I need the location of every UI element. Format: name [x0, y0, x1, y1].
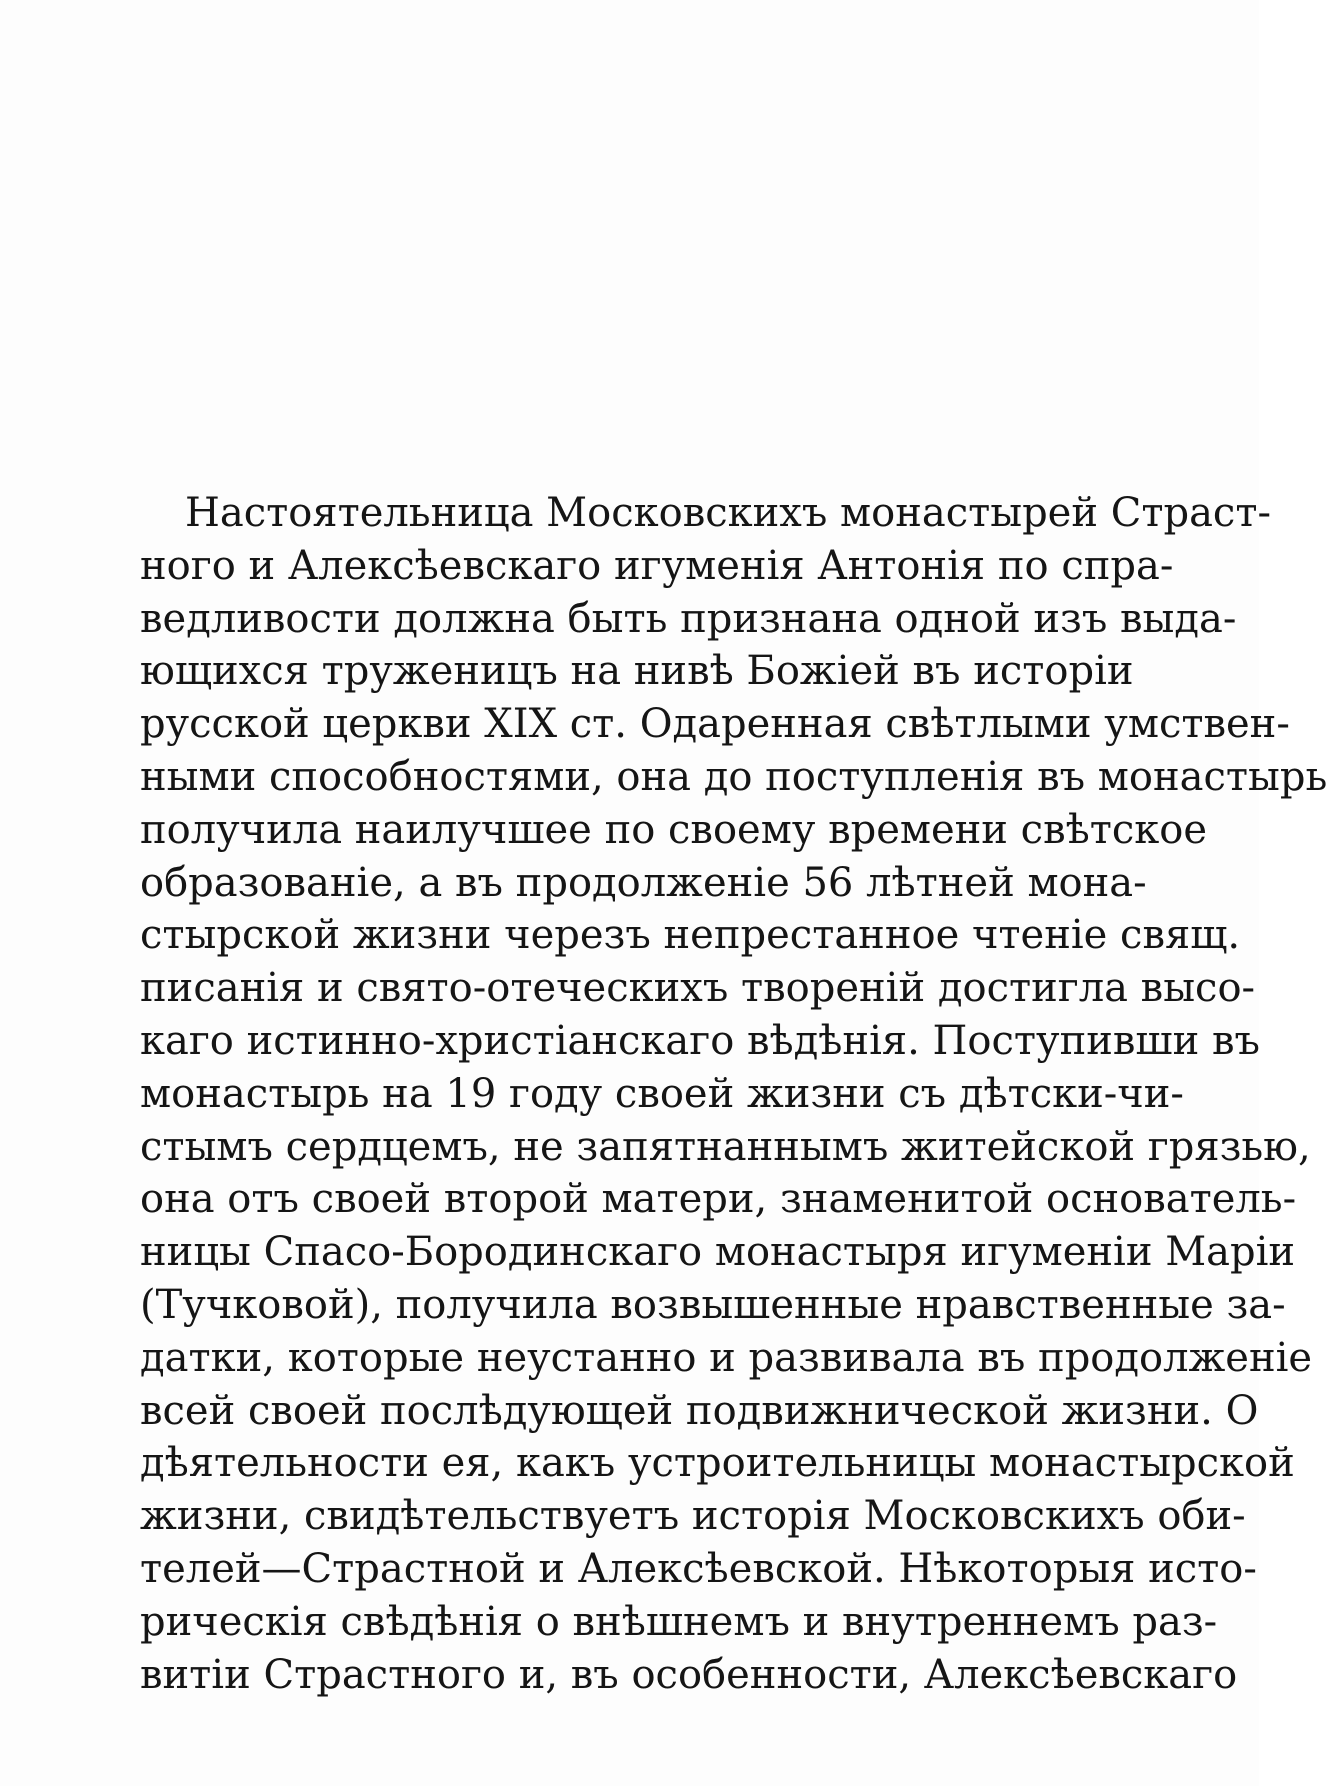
text-line: образованіе, а въ продолженіе 56 лѣтней мона-	[140, 859, 1147, 906]
text-line: она отъ своей второй матери, знаменитой основатель-	[140, 1176, 1297, 1223]
text-line: ющихся труженицъ на нивѣ Божіей въ исторіи	[140, 648, 1134, 695]
text-line: витіи Страстного и, въ особенности, Алексѣевскаго	[140, 1651, 1238, 1698]
text-line: рическія свѣдѣнія о внѣшнемъ и внутреннемъ раз-	[140, 1598, 1218, 1645]
body-paragraph	[140, 487, 1327, 1701]
text-line: (Тучковой), получила возвышенные нравственные за-	[140, 1281, 1286, 1328]
text-line: каго истинно-христіанскаго вѣдѣнія. Поступивши въ	[140, 1017, 1260, 1064]
text-line: жизни, свидѣтельствуетъ исторія Московскихъ оби-	[140, 1493, 1246, 1540]
text-line: телей—Страстной и Алексѣевской. Нѣкоторыя исто-	[140, 1545, 1257, 1592]
text-line: ницы Спасо-Бородинскаго монастыря игуменіи Маріи	[140, 1229, 1296, 1276]
text-line: монастырь на 19 году своей жизни съ дѣтски-чи-	[140, 1070, 1184, 1117]
text-line: получила наилучшее по своему времени свѣтское	[140, 806, 1208, 853]
text-line: датки, которые неустанно и развивала въ продолженіе	[140, 1334, 1313, 1381]
text-line: ведливости должна быть признана одной изъ выда-	[140, 595, 1237, 642]
text-line: ного и Алексѣевскаго игуменія Антонія по спра-	[140, 542, 1174, 589]
text-line: всей своей послѣдующей подвижнической жизни. О	[140, 1387, 1259, 1434]
text-line: писанія и свято-отеческихъ твореній достигла высо-	[140, 965, 1256, 1012]
text-line: русской церкви XIX ст. Одаренная свѣтлыми умствен-	[140, 701, 1290, 748]
text-line: дѣятельности ея, какъ устроительницы монастырской	[140, 1440, 1295, 1487]
text-line: Настоятельница Московскихъ монастырей Страст-	[185, 490, 1271, 536]
text-line: стырской жизни черезъ непрестанное чтеніе свящ.	[140, 912, 1241, 959]
text-line: стымъ сердцемъ, не запятнаннымъ житейской грязью,	[140, 1123, 1311, 1170]
text-line: ными способностями, она до поступленія въ монастырь	[140, 753, 1327, 800]
